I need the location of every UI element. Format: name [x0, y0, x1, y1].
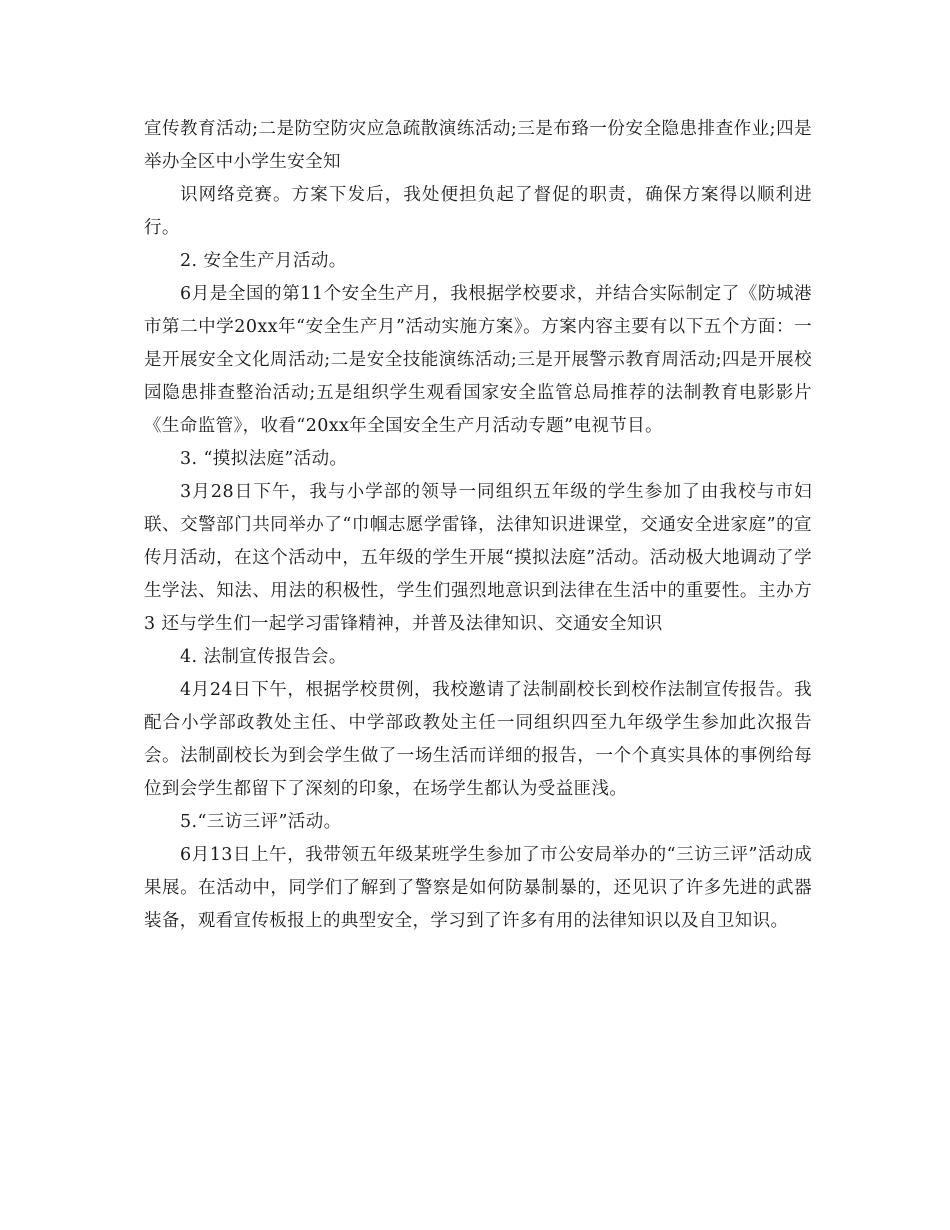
paragraph: 6月是全国的第11个安全生产月，我根据学校要求，并结合实际制定了《防城港市第二中学20xx年“安全生产月”活动实施方案》。方案内容主要有以下五个方面：一是开展安全文化周活动;二是安全技能演练活动;三是开展警示教育周活动;四是开展校园隐患排查整治活动;五是组织学生观看国家安全监管总局推荐的法制教育电影影片《生命监管》，收看“20xx年全国安全生产月活动专题”电视节目。	[144, 284, 812, 436]
section-heading: 2. 安全生产月活动。	[180, 251, 347, 271]
paragraph: 识网络竞赛。方案下发后，我处便担负起了督促的职责，确保方案得以顺利进行。	[144, 185, 812, 238]
paragraph: 3月28日下午，我与小学部的领导一同组织五年级的学生参加了由我校与市妇联、交警部门共同举办了“巾帼志愿学雷锋，法律知识进课堂，交通安全进家庭”的宣传月活动，在这个活动中，五年级的学生开展“摸拟法庭”活动。活动极大地调动了学生学法、知法、用法的积极性，学生们强烈地意识到法律在生活中的重要性。主办方3 还与学生们一起学习雷锋精神，并普及法律知识、交通安全知识	[144, 482, 812, 634]
paragraph: 宣传教育活动;二是防空防灾应急疏散演练活动;三是布臵一份安全隐患排查作业;四是举办全区中小学生安全知	[144, 119, 812, 172]
document-body	[144, 113, 812, 938]
paragraph: 4月24日下午，根据学校贯例，我校邀请了法制副校长到校作法制宣传报告。我配合小学部政教处主任、中学部政教处主任一同组织四至九年级学生参加此次报告会。法制副校长为到会学生做了一场生活而详细的报告，一个个真实具体的事例给每位到会学生都留下了深刻的印象，在场学生都认为受益匪浅。	[144, 680, 812, 799]
section-heading: 3. “摸拟法庭”活动。	[180, 449, 348, 469]
section-heading: 5.“三访三评”活动。	[180, 812, 342, 832]
section-heading: 4. 法制宣传报告会。	[180, 647, 347, 667]
paragraph: 6月13日上午，我带领五年级某班学生参加了市公安局举办的“三访三评”活动成果展。在活动中，同学们了解到了警察是如何防暴制暴的，还见识了许多先进的武器装备，观看宣传板报上的典型安全，学习到了许多有用的法律知识以及自卫知识。	[144, 845, 812, 931]
